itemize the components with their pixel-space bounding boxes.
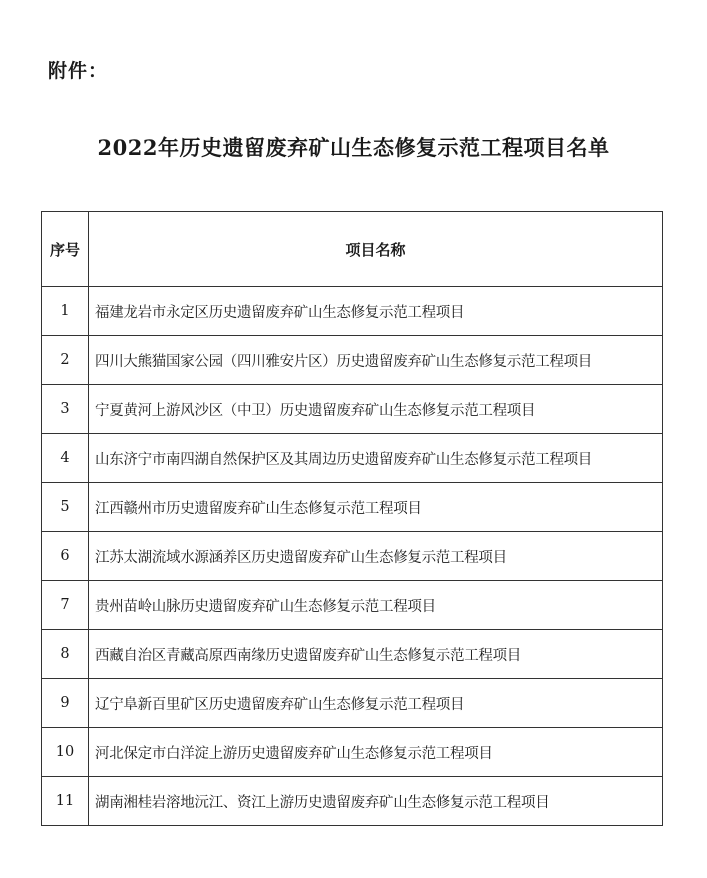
- table-row: [42, 679, 663, 728]
- table-row: [42, 287, 663, 336]
- row-number: 9: [42, 679, 89, 728]
- row-project-name: 江西赣州市历史遗留废弃矿山生态修复示范工程项目: [89, 483, 663, 532]
- row-project-name: 辽宁阜新百里矿区历史遗留废弃矿山生态修复示范工程项目: [89, 679, 663, 728]
- row-number: 3: [42, 385, 89, 434]
- table-row: [42, 483, 663, 532]
- row-project-name: 宁夏黄河上游风沙区（中卫）历史遗留废弃矿山生态修复示范工程项目: [89, 385, 663, 434]
- row-project-name: 贵州苗岭山脉历史遗留废弃矿山生态修复示范工程项目: [89, 581, 663, 630]
- row-project-name: 西藏自治区青藏高原西南缘历史遗留废弃矿山生态修复示范工程项目: [89, 630, 663, 679]
- row-number: 1: [42, 287, 89, 336]
- table-header-row: [42, 212, 663, 287]
- row-number: 8: [42, 630, 89, 679]
- row-number: 4: [42, 434, 89, 483]
- row-number: 10: [42, 728, 89, 777]
- row-project-name: 湖南湘桂岩溶地沅江、资江上游历史遗留废弃矿山生态修复示范工程项目: [89, 777, 663, 826]
- header-serial-number: 序号: [42, 212, 89, 287]
- table-row: [42, 581, 663, 630]
- row-project-name: 江苏太湖流域水源涵养区历史遗留废弃矿山生态修复示范工程项目: [89, 532, 663, 581]
- row-number: 6: [42, 532, 89, 581]
- row-project-name: 福建龙岩市永定区历史遗留废弃矿山生态修复示范工程项目: [89, 287, 663, 336]
- table-row: [42, 630, 663, 679]
- table-row: [42, 385, 663, 434]
- table-row: [42, 532, 663, 581]
- row-number: 2: [42, 336, 89, 385]
- row-project-name: 河北保定市白洋淀上游历史遗留废弃矿山生态修复示范工程项目: [89, 728, 663, 777]
- document-title: 2022年历史遗留废弃矿山生态修复示范工程项目名单: [97, 135, 610, 160]
- row-project-name: 四川大熊猫国家公园（四川雅安片区）历史遗留废弃矿山生态修复示范工程项目: [89, 336, 663, 385]
- header-project-name: 项目名称: [89, 212, 663, 287]
- table-row: [42, 336, 663, 385]
- project-list-table: [41, 211, 663, 826]
- row-number: 11: [42, 777, 89, 826]
- row-project-name: 山东济宁市南四湖自然保护区及其周边历史遗留废弃矿山生态修复示范工程项目: [89, 434, 663, 483]
- table-row: [42, 777, 663, 826]
- row-number: 7: [42, 581, 89, 630]
- attachment-label: 附件：: [48, 60, 109, 82]
- table-row: [42, 728, 663, 777]
- table-row: [42, 434, 663, 483]
- row-number: 5: [42, 483, 89, 532]
